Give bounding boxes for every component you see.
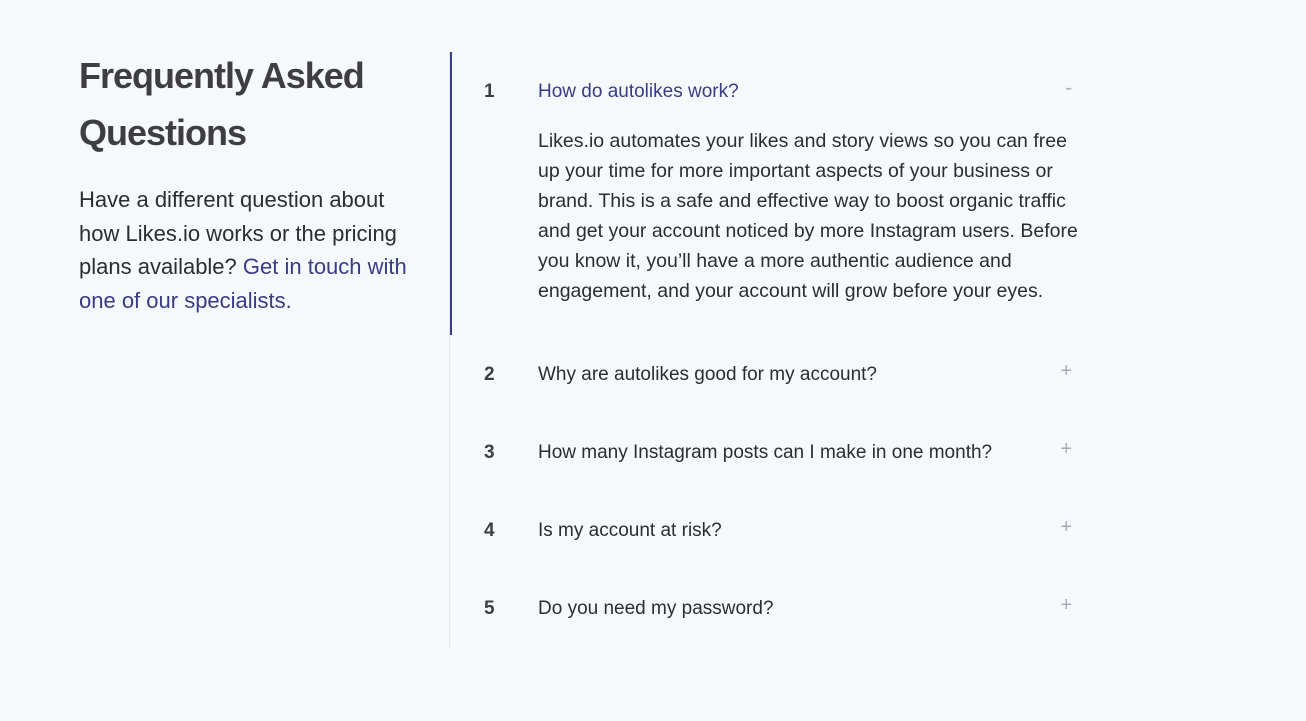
faq-number: 1 <box>484 81 495 102</box>
expand-icon[interactable]: + <box>1060 516 1072 538</box>
faq-item-2 <box>484 360 1084 390</box>
faq-number: 5 <box>484 598 495 619</box>
faq-number: 3 <box>484 442 495 463</box>
faq-number: 4 <box>484 520 495 541</box>
faq-question[interactable]: Is my account at risk? <box>538 520 722 541</box>
faq-question-row-5[interactable] <box>484 594 1084 624</box>
faq-title-line-2: Questions <box>79 112 247 153</box>
faq-item-1 <box>484 77 1084 302</box>
expand-icon[interactable]: + <box>1060 360 1072 382</box>
expand-icon[interactable]: + <box>1060 594 1072 616</box>
faq-item-3 <box>484 438 1084 468</box>
faq-intro <box>79 47 429 317</box>
expand-icon[interactable]: + <box>1060 438 1072 460</box>
intro-text: Have a different question about how Likes.io works or the pricing plans available? <box>79 187 397 279</box>
faq-item-4 <box>484 516 1084 546</box>
faq-answer: Likes.io automates your likes and story views so you can free up your time for more important aspects of your business or brand. This is a safe and effective way to boost organic traffic and get your account noticed by more Instagram users. Before you know it, you’ll have a more authentic audience and engagement, and your account will grow before your eyes. <box>538 130 1078 302</box>
contact-specialists-link[interactable]: Get in touch with one of our specialists. <box>79 254 407 313</box>
faq-question[interactable]: How do autolikes work? <box>538 81 739 102</box>
faq-question[interactable]: Do you need my password? <box>538 598 774 619</box>
faq-question-row-3[interactable] <box>484 438 1084 468</box>
faq-question-row-2[interactable] <box>484 360 1084 390</box>
faq-item-5 <box>484 594 1084 624</box>
faq-title <box>79 47 429 161</box>
faq-title-line-1: Frequently Asked <box>79 55 364 96</box>
faq-question-row-1[interactable] <box>484 77 1084 107</box>
faq-active-indicator <box>450 52 452 335</box>
faq-question[interactable]: Why are autolikes good for my account? <box>538 364 878 385</box>
faq-question[interactable]: How many Instagram posts can I make in one month? <box>538 442 993 463</box>
faq-intro-text <box>79 183 429 317</box>
collapse-icon[interactable]: - <box>1065 77 1072 99</box>
faq-question-row-4[interactable] <box>484 516 1084 546</box>
faq-number: 2 <box>484 364 495 385</box>
